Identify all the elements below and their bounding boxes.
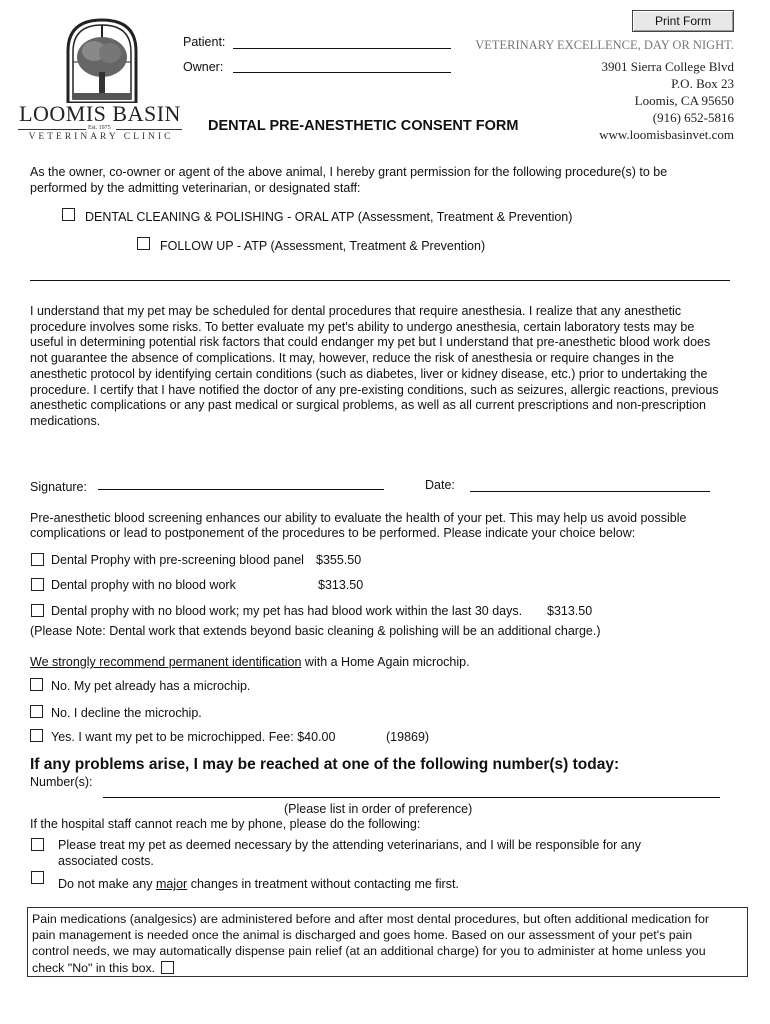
address-line: P.O. Box 23 xyxy=(671,76,734,91)
no-major-changes-checkbox[interactable] xyxy=(31,871,44,884)
anesthesia-text: procedure. I certify that I have notified the doctor of any pre-existing conditions, such as seizures, allergic reactions, previous xyxy=(30,383,719,397)
anesthesia-text: I understand that my pet may be scheduled for dental procedures that require anesthesia. I realize that any anesthetic xyxy=(30,304,682,318)
print-form-button[interactable]: Print Form xyxy=(632,10,734,32)
clinic-logo xyxy=(64,17,140,103)
anesthesia-text: anesthetic complications or any past medical or surgical problems, as well as all current prescriptions and non-prescription xyxy=(30,398,707,412)
anesthesia-text: not guarantee the absence of complications. It may, however, reduce the risk of anesthesia or require changes in the xyxy=(30,351,674,365)
intro-text: As the owner, co-owner or agent of the above animal, I hereby grant permission for the following procedure(s) to be xyxy=(30,165,668,179)
patient-field[interactable] xyxy=(233,33,451,49)
dental-cleaning-checkbox[interactable] xyxy=(62,208,75,221)
microchip-option-label: Yes. I want my pet to be microchipped. Fee: $40.00 xyxy=(51,730,336,744)
intro-text: performed by the admitting veterinarian, or designated staff: xyxy=(30,181,361,195)
pain-text: control needs, we may automatically dispense pain relief (at an additional charge) for you to administer at home unless you xyxy=(32,944,706,958)
anesthesia-text: useful in determining potential risk factors that could endanger my pet but I understand that pre-anesthetic blood work does xyxy=(30,335,711,349)
pain-text: check "No" in this box. xyxy=(32,959,743,976)
divider xyxy=(30,280,730,281)
phone-numbers-field[interactable] xyxy=(103,782,720,798)
clinic-name: LOOMIS BASIN xyxy=(19,101,181,126)
recent-blood-work-checkbox[interactable] xyxy=(31,604,44,617)
blood-option-price: $355.50 xyxy=(316,553,362,567)
microchip-option-label: No. I decline the microchip. xyxy=(51,706,202,720)
blood-option-label: Dental prophy with no blood work; my pet has had blood work within the last 30 days. xyxy=(51,604,523,618)
microchip-code: (19869) xyxy=(386,730,430,744)
date-label: Date: xyxy=(425,478,455,492)
anesthesia-text: medications. xyxy=(30,414,101,428)
no-major-changes-label: Do not make any major changes in treatment without contacting me first. xyxy=(58,877,459,891)
anesthesia-text: anesthetic protocol by identifying certain conditions (such as diabetes, liver or kidney disease, etc.) prior to undertaking the xyxy=(30,367,708,381)
want-microchip-checkbox[interactable] xyxy=(30,729,43,742)
page-title: DENTAL PRE-ANESTHETIC CONSENT FORM xyxy=(208,118,519,134)
patient-label: Patient: xyxy=(183,35,226,49)
bloodwork-text: complications or lead to postponement of the procedures to be performed. Please indicate your choice below: xyxy=(30,526,636,540)
note-text: (Please Note: Dental work that extends beyond basic cleaning & polishing will be an additional charge.) xyxy=(30,624,601,638)
no-pain-meds-checkbox[interactable] xyxy=(161,961,174,974)
treat-as-necessary-checkbox[interactable] xyxy=(31,838,44,851)
phone-number: (916) 652-5816 xyxy=(652,110,734,125)
blood-option-label: Dental prophy with no blood work xyxy=(51,578,236,592)
microchip-option-label: No. My pet already has a microchip. xyxy=(51,679,251,693)
date-field[interactable] xyxy=(470,476,710,492)
bloodwork-text: Pre-anesthetic blood screening enhances our ability to evaluate the health of your pet. This may help us avoid possible xyxy=(30,511,687,525)
numbers-label: Number(s): xyxy=(30,775,93,789)
clinic-est: Est. 1975 xyxy=(18,125,182,135)
contact-heading: If any problems arise, I may be reached at one of the following number(s) today: xyxy=(30,756,620,773)
microchip-recommendation: We strongly recommend permanent identification with a Home Again microchip. xyxy=(30,655,470,669)
dental-cleaning-label: DENTAL CLEANING & POLISHING - ORAL ATP (Assessment, Treatment & Prevention) xyxy=(85,210,573,224)
treat-option-label: Please treat my pet as deemed necessary by the attending veterinarians, and I will be responsible for any xyxy=(58,838,641,852)
signature-field[interactable] xyxy=(98,474,384,490)
has-microchip-checkbox[interactable] xyxy=(30,678,43,691)
follow-up-checkbox[interactable] xyxy=(137,237,150,250)
treat-option-label: associated costs. xyxy=(58,854,154,868)
address-line: 3901 Sierra College Blvd xyxy=(601,59,734,74)
blood-panel-checkbox[interactable] xyxy=(31,553,44,566)
pain-text: pain management is needed once the animal is discharged and goes home. Based on our assessment of your pet's pain xyxy=(32,928,693,942)
decline-microchip-checkbox[interactable] xyxy=(30,705,43,718)
pain-medication-box xyxy=(27,907,748,977)
website-link[interactable]: www.loomisbasinvet.com xyxy=(599,127,734,142)
clinic-subtitle: VETERINARY CLINIC xyxy=(28,132,174,142)
owner-label: Owner: xyxy=(183,60,224,74)
address-line: Loomis, CA 95650 xyxy=(634,93,734,108)
blood-option-price: $313.50 xyxy=(318,578,364,592)
no-blood-work-checkbox[interactable] xyxy=(31,578,44,591)
preference-note: (Please list in order of preference) xyxy=(284,802,473,816)
blood-option-label: Dental Prophy with pre-screening blood panel xyxy=(51,553,304,567)
follow-up-label: FOLLOW UP - ATP (Assessment, Treatment & Prevention) xyxy=(160,239,486,253)
owner-field[interactable] xyxy=(233,57,451,73)
signature-label: Signature: xyxy=(30,480,87,494)
unreachable-text: If the hospital staff cannot reach me by phone, please do the following: xyxy=(30,817,421,831)
anesthesia-text: procedure involves some risks. To better evaluate my pet's ability to undergo anesthesia, certain laboratory tests may be xyxy=(30,320,695,334)
blood-option-price: $313.50 xyxy=(547,604,593,618)
pain-text: Pain medications (analgesics) are administered before and after most dental procedures, but often additional medication for xyxy=(32,912,710,926)
tagline: VETERINARY EXCELLENCE, DAY OR NIGHT. xyxy=(475,38,734,52)
